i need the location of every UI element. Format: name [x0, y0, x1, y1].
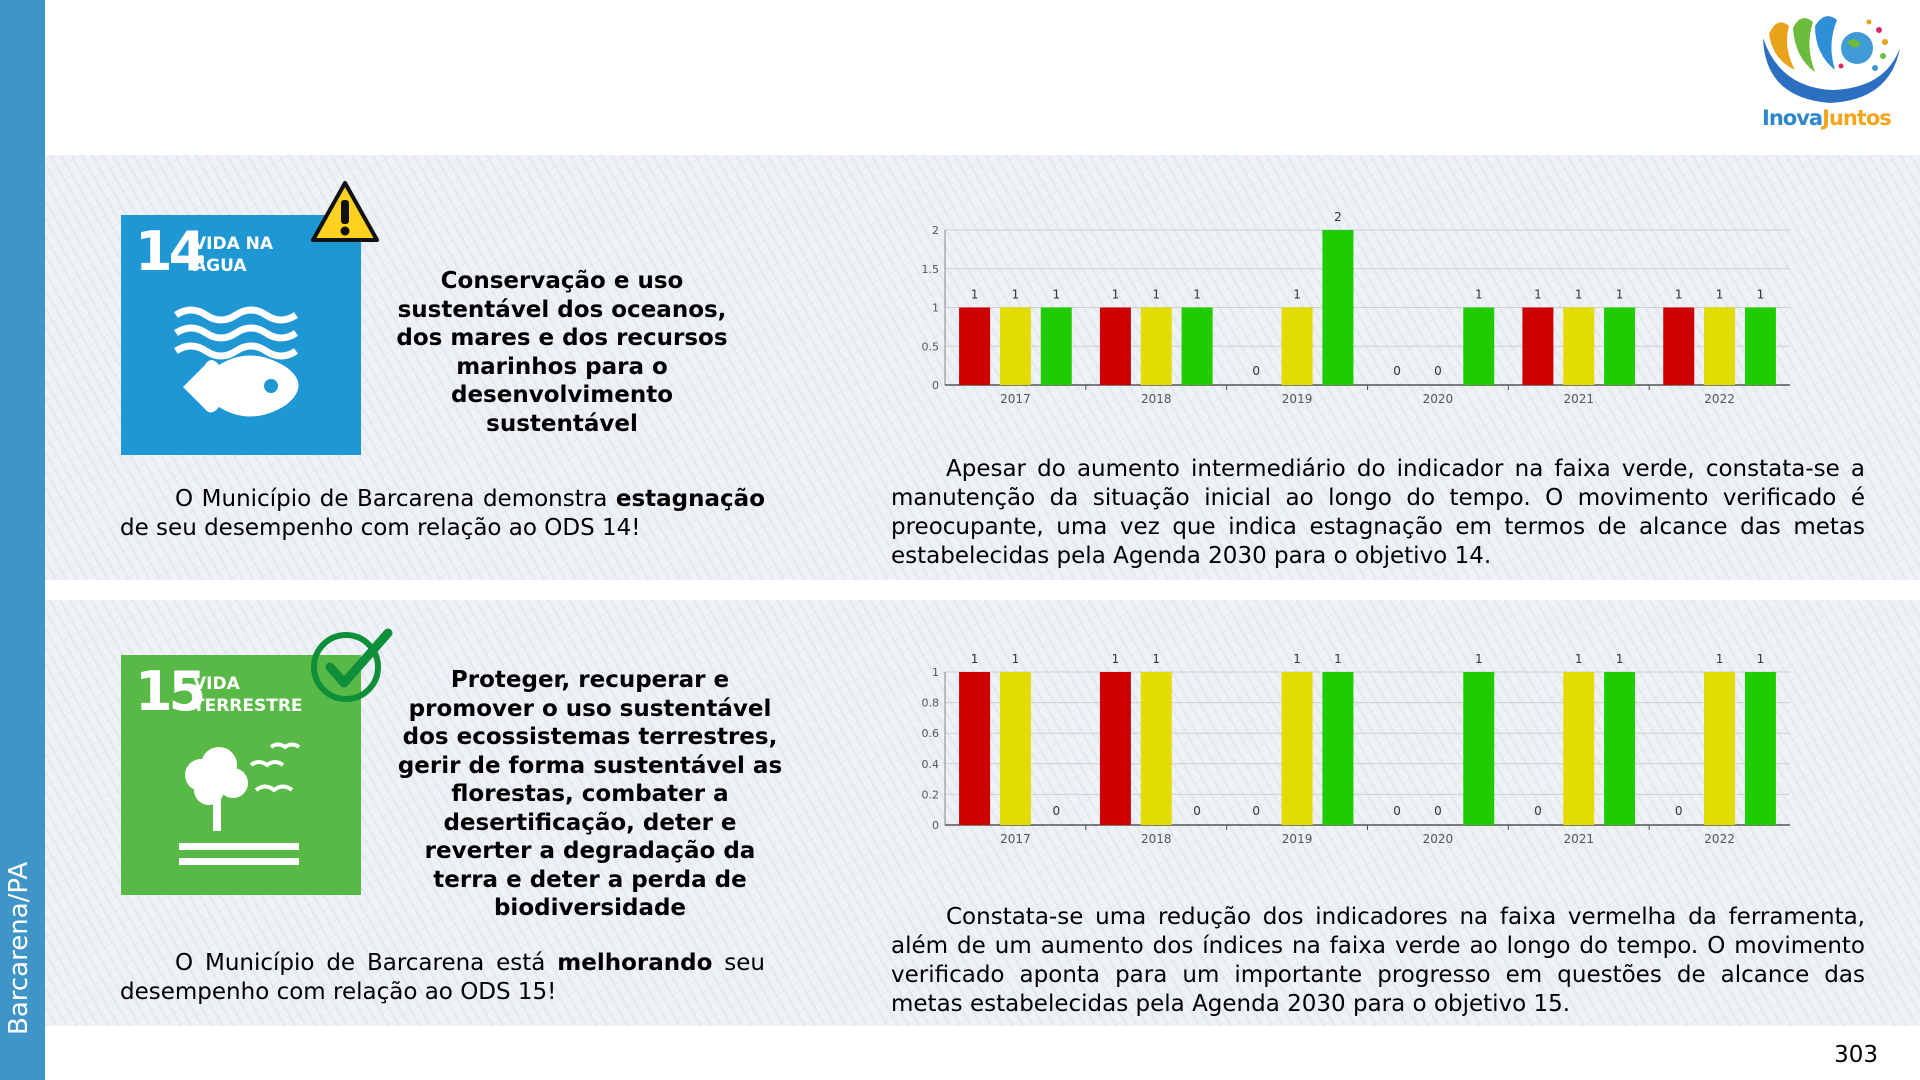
sdg14-chart-bar [1463, 308, 1494, 386]
sdg14-statement [120, 485, 765, 543]
sdg15-chart-data-label: 1 [1474, 652, 1483, 666]
sdg15-chart-data-label: 1 [1011, 652, 1020, 666]
sdg14-chart-category-label: 2021 [1563, 392, 1595, 406]
sdg15-chart-ytick-label: 0.2 [921, 788, 939, 802]
sdg14-chart-data-label: 1 [1011, 287, 1020, 302]
fish-waves-icon [121, 215, 361, 455]
sdg15-chart-category-label: 2020 [1422, 832, 1454, 846]
logo-word-juntos: Juntos [1822, 106, 1891, 130]
sdg14-chart-bar [1663, 308, 1694, 386]
sdg14-chart-data-label: 1 [1756, 287, 1765, 302]
sdg14-goal-title: Conservação e uso sustentável dos oceanos, dos mares e dos recursos marinhos para o desenvolvimento sustentável [396, 268, 728, 437]
sdg14-chart-bar [1141, 308, 1172, 386]
sdg15-analysis-text: Constata-se uma redução dos indicadores na faixa vermelha da ferramenta, além de um aumento dos índices na faixa verde ao longo do tempo. O movimento verificado aponta para um importante progresso em questões de alcance das metas estabelecidas pela Agenda 2030 para o objetivo 15. [891, 904, 1865, 1017]
checkmark-icon [308, 625, 396, 705]
sdg15-chart-bar [1100, 672, 1131, 825]
sdg14-chart-bar [1282, 308, 1313, 386]
sdg14-chart-data-label: 0 [1252, 364, 1261, 378]
page-number: 303 [1834, 1042, 1878, 1068]
sdg14-chart-bar [1522, 308, 1553, 386]
sdg14-statement-pre: O Município de Barcarena demonstra [175, 486, 616, 512]
sdg14-chart-category-label: 2019 [1281, 392, 1313, 406]
sdg15-chart-bar [1604, 672, 1635, 825]
sdg14-chart-data-label: 1 [1052, 287, 1061, 302]
sdg15-chart-category-label: 2018 [1140, 832, 1172, 846]
sdg15-chart-data-label: 1 [1293, 652, 1301, 666]
logo-wordmark [1762, 106, 1891, 130]
sdg15-goal-title: Proteger, recuperar e promover o uso sustentável dos ecossistemas terrestres, gerir de forma sustentável as florestas, combater a desertificação, deter e reverter a degradação da terra e deter a perda de biodiversidade [397, 667, 783, 921]
sdg14-chart-data-label: 1 [1293, 287, 1301, 302]
sdg15-chart-bar [1000, 672, 1031, 825]
sdg15-chart-data-label: 0 [1434, 804, 1442, 818]
sdg14-name-line2: ÁGUA [193, 256, 247, 276]
sdg15-chart-data-label: 1 [1111, 652, 1120, 666]
sdg14-chart-category-label: 2018 [1140, 392, 1172, 406]
sdg14-chart-data-label: 0 [1434, 364, 1442, 378]
sdg14-chart-data-label: 0 [1393, 364, 1401, 378]
sdg14-chart-ytick-label: 1 [932, 301, 939, 315]
sdg15-chart-category-label: 2021 [1563, 832, 1595, 846]
sdg15-analysis [891, 903, 1865, 1019]
sdg14-chart-data-label: 1 [1193, 287, 1201, 302]
sdg14-chart-ytick-label: 1.5 [921, 262, 939, 276]
sdg14-chart-bar [1745, 308, 1776, 386]
sdg14-chart-category-label: 2020 [1422, 392, 1454, 406]
sdg15-chart-data-label: 0 [1052, 804, 1061, 818]
sdg14-statement-highlight: estagnação [615, 486, 765, 512]
sdg15-statement-highlight: melhorando [557, 950, 713, 976]
sdg15-name-line1: VIDA [193, 674, 240, 694]
sdg15-chart-data-label: 0 [1674, 804, 1683, 818]
sdg14-chart-ytick-label: 0.5 [921, 340, 939, 354]
sdg15-chart-bar [1282, 672, 1313, 825]
sdg14-chart-data-label: 1 [1111, 287, 1120, 302]
sdg15-chart-bar [1322, 672, 1353, 825]
sdg15-chart-bar [1141, 672, 1172, 825]
sdg14-chart-ytick-label: 0 [932, 379, 939, 392]
sdg15-chart-bar [1745, 672, 1776, 825]
sdg15-number: 15 [135, 660, 203, 723]
sdg15-chart-data-label: 1 [1152, 652, 1161, 666]
sdg14-number: 14 [135, 220, 203, 283]
sdg15-chart-data-label: 0 [1252, 804, 1261, 818]
sdg14-chart-bar [1704, 308, 1735, 386]
sdg14-chart-bar [1182, 308, 1213, 386]
sdg15-chart-data-label: 0 [1534, 804, 1542, 818]
sdg14-chart-data-label: 1 [1474, 287, 1483, 302]
sdg15-chart-ytick-label: 0.6 [921, 727, 939, 741]
sdg14-chart-data-label: 1 [1534, 287, 1542, 302]
sdg14-chart-bar [1604, 308, 1635, 386]
sdg14-chart-data-label: 1 [970, 287, 979, 302]
sdg15-chart-ytick-label: 0.8 [921, 696, 939, 710]
sdg15-chart-data-label: 1 [970, 652, 979, 666]
sdg14-chart-bar [959, 308, 990, 386]
sdg14-statement-post: de seu desempenho com relação ao ODS 14! [120, 515, 641, 541]
sdg15-bar-chart [900, 650, 1820, 860]
sdg14-chart-data-label: 1 [1615, 287, 1624, 302]
sidebar-label: Barcarena/PA [4, 861, 34, 1035]
sdg15-chart-data-label: 0 [1193, 804, 1201, 818]
warning-icon [310, 180, 380, 244]
sdg14-analysis-text: Apesar do aumento intermediário do indicador na faixa verde, constata-se a manutenção da situação inicial ao longo do tempo. O movimento verificado é preocupante, uma vez que indica estagnação em termos de alcance das metas estabelecidas pela Agenda 2030 para o objetivo 14. [891, 456, 1865, 569]
sdg15-chart-ytick-label: 1 [932, 666, 939, 679]
sdg15-chart-bar [1463, 672, 1494, 825]
sdg15-statement-post: seu desempenho com relação ao ODS 15! [120, 950, 765, 1005]
sdg14-chart-data-label: 1 [1152, 287, 1161, 302]
sdg14-chart-category-label: 2017 [1000, 392, 1031, 406]
sdg14-analysis [891, 455, 1865, 571]
sdg14-name-line1: VIDA NA [193, 234, 274, 254]
sdg14-bar-chart [900, 200, 1820, 420]
sdg14-chart-data-label: 2 [1334, 210, 1342, 224]
sdg15-chart-category-label: 2022 [1704, 832, 1735, 846]
sdg15-statement-pre: O Município de Barcarena está [175, 950, 558, 976]
sdg14-chart-data-label: 1 [1674, 287, 1683, 302]
sdg15-name-line2: TERRESTRE [193, 696, 303, 716]
sdg14-chart-bar [1100, 308, 1131, 386]
sdg15-statement [120, 949, 765, 1007]
logo-word-inova: Inova [1762, 106, 1823, 130]
sdg14-chart-ytick-label: 2 [932, 224, 939, 237]
sdg14-chart-category-label: 2022 [1704, 392, 1735, 406]
sdg15-chart-ytick-label: 0.4 [921, 757, 939, 771]
sdg15-chart-data-label: 1 [1334, 652, 1342, 666]
sdg14-chart-bar [1563, 308, 1594, 386]
sdg15-chart-data-label: 1 [1574, 652, 1583, 666]
sdg14-chart-data-label: 1 [1715, 287, 1724, 302]
sdg15-chart-ytick-label: 0 [932, 819, 939, 832]
sdg15-chart-data-label: 1 [1715, 652, 1724, 666]
sdg14-chart-bar [1041, 308, 1072, 386]
sdg14-chart-bar [1000, 308, 1031, 386]
sdg15-chart-category-label: 2017 [1000, 832, 1031, 846]
sdg15-chart-bar [1704, 672, 1735, 825]
sdg15-chart-data-label: 1 [1756, 652, 1765, 666]
sdg15-chart-data-label: 1 [1615, 652, 1624, 666]
sidebar [0, 0, 45, 1080]
sdg15-chart-category-label: 2019 [1281, 832, 1313, 846]
sdg15-chart-bar [959, 672, 990, 825]
sdg14-chart-bar [1322, 230, 1353, 385]
sdg14-chart-data-label: 1 [1574, 287, 1583, 302]
sdg15-chart-bar [1563, 672, 1594, 825]
sdg15-chart-data-label: 0 [1393, 804, 1401, 818]
sdg14-tile [121, 215, 361, 455]
